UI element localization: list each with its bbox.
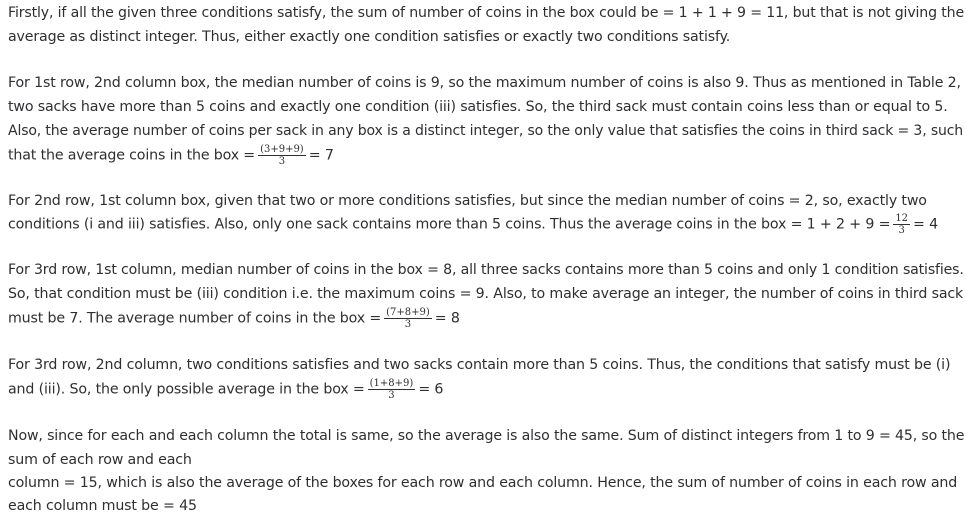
paragraph-4-line-3-result: = 8 — [434, 310, 460, 327]
paragraph-2-line-4 — [8, 144, 334, 167]
fraction-average-row3-col2 — [368, 378, 416, 401]
paragraph-3-line-2-result: = 4 — [913, 216, 939, 233]
fraction-numerator: 12 — [895, 213, 909, 224]
paragraph-6-line-3: column = 15, which is also the average of the boxes for each row and each column. Hence, the sum of number of coins in each row and — [8, 475, 958, 491]
paragraph-5-line-2-text: and (iii). So, the only possible average in the box = — [8, 381, 365, 398]
fraction-denominator: 3 — [404, 319, 412, 330]
paragraph-5-line-2 — [8, 378, 443, 401]
paragraph-2-line-2: two sacks have more than 5 coins and exactly one condition (iii) satisfies. So, the third sack must contain coins less than or equal to 5. — [8, 99, 948, 115]
paragraph-6-line-4: each column must be = 45 — [8, 498, 197, 514]
paragraph-2-line-4-result: = 7 — [308, 147, 334, 164]
paragraph-4-line-1: For 3rd row, 1st column, median number of coins in the box = 8, all three sacks contains more than 5 coins and only 1 condition satisfies. — [8, 262, 964, 278]
paragraph-5-line-1: For 3rd row, 2nd column, two conditions satisfies and two sacks contain more than 5 coins. Thus, the conditions that satisfy must be (i) — [8, 357, 951, 373]
paragraph-4-line-2: So, that condition must be (iii) condition i.e. the maximum coins = 9. Also, to make average an integer, the number of coins in third sack — [8, 286, 964, 302]
fraction-average-row3-col1 — [384, 307, 432, 330]
fraction-average-row2-col1 — [893, 213, 910, 236]
paragraph-3-line-1: For 2nd row, 1st column box, given that two or more conditions satisfies, but since the median number of coins = 2, so, exactly two — [8, 193, 927, 209]
paragraph-6-line-1: Now, since for each and each column the total is same, so the average is also the same. Sum of distinct integers from 1 to 9 = 45, so the — [8, 428, 965, 444]
fraction-numerator: (3+9+9) — [260, 144, 304, 155]
fraction-average-row1-col2 — [258, 144, 306, 167]
paragraph-1-line-1: Firstly, if all the given three conditions satisfy, the sum of number of coins in the box could be = 1 + 1 + 9 = 11, but that is not giving the — [8, 5, 964, 21]
fraction-denominator: 3 — [898, 225, 905, 236]
fraction-numerator: (7+8+9) — [386, 307, 430, 318]
paragraph-3-line-2 — [8, 213, 938, 236]
paragraph-2-line-1: For 1st row, 2nd column box, the median number of coins is 9, so the maximum number of coins is also 9. Thus as mentioned in Table 2, — [8, 75, 961, 91]
fraction-numerator: (1+8+9) — [369, 378, 414, 389]
fraction-denominator: 3 — [278, 156, 286, 167]
paragraph-4-line-3-text: must be 7. The average number of coins in the box = — [8, 310, 382, 327]
paragraph-1-line-2: average as distinct integer. Thus, either exactly one condition satisfies or exactly two conditions satisfy. — [8, 29, 731, 45]
paragraph-5-line-2-result: = 6 — [418, 381, 444, 398]
paragraph-4-line-3 — [8, 307, 460, 330]
paragraph-2-line-4-text: that the average coins in the box = — [8, 147, 256, 164]
fraction-denominator: 3 — [388, 390, 395, 401]
paragraph-3-line-2-text: conditions (i and iii) satisfies. Also, only one sack contains more than 5 coins. Thus the average coins in the box = 1 + 2 + 9 = — [8, 216, 891, 233]
paragraph-2-line-3: Also, the average number of coins per sack in any box is a distinct integer, so the only value that satisfies the coins in third sack = 3, such — [8, 123, 964, 139]
paragraph-6-line-2: sum of each row and each — [8, 452, 192, 468]
